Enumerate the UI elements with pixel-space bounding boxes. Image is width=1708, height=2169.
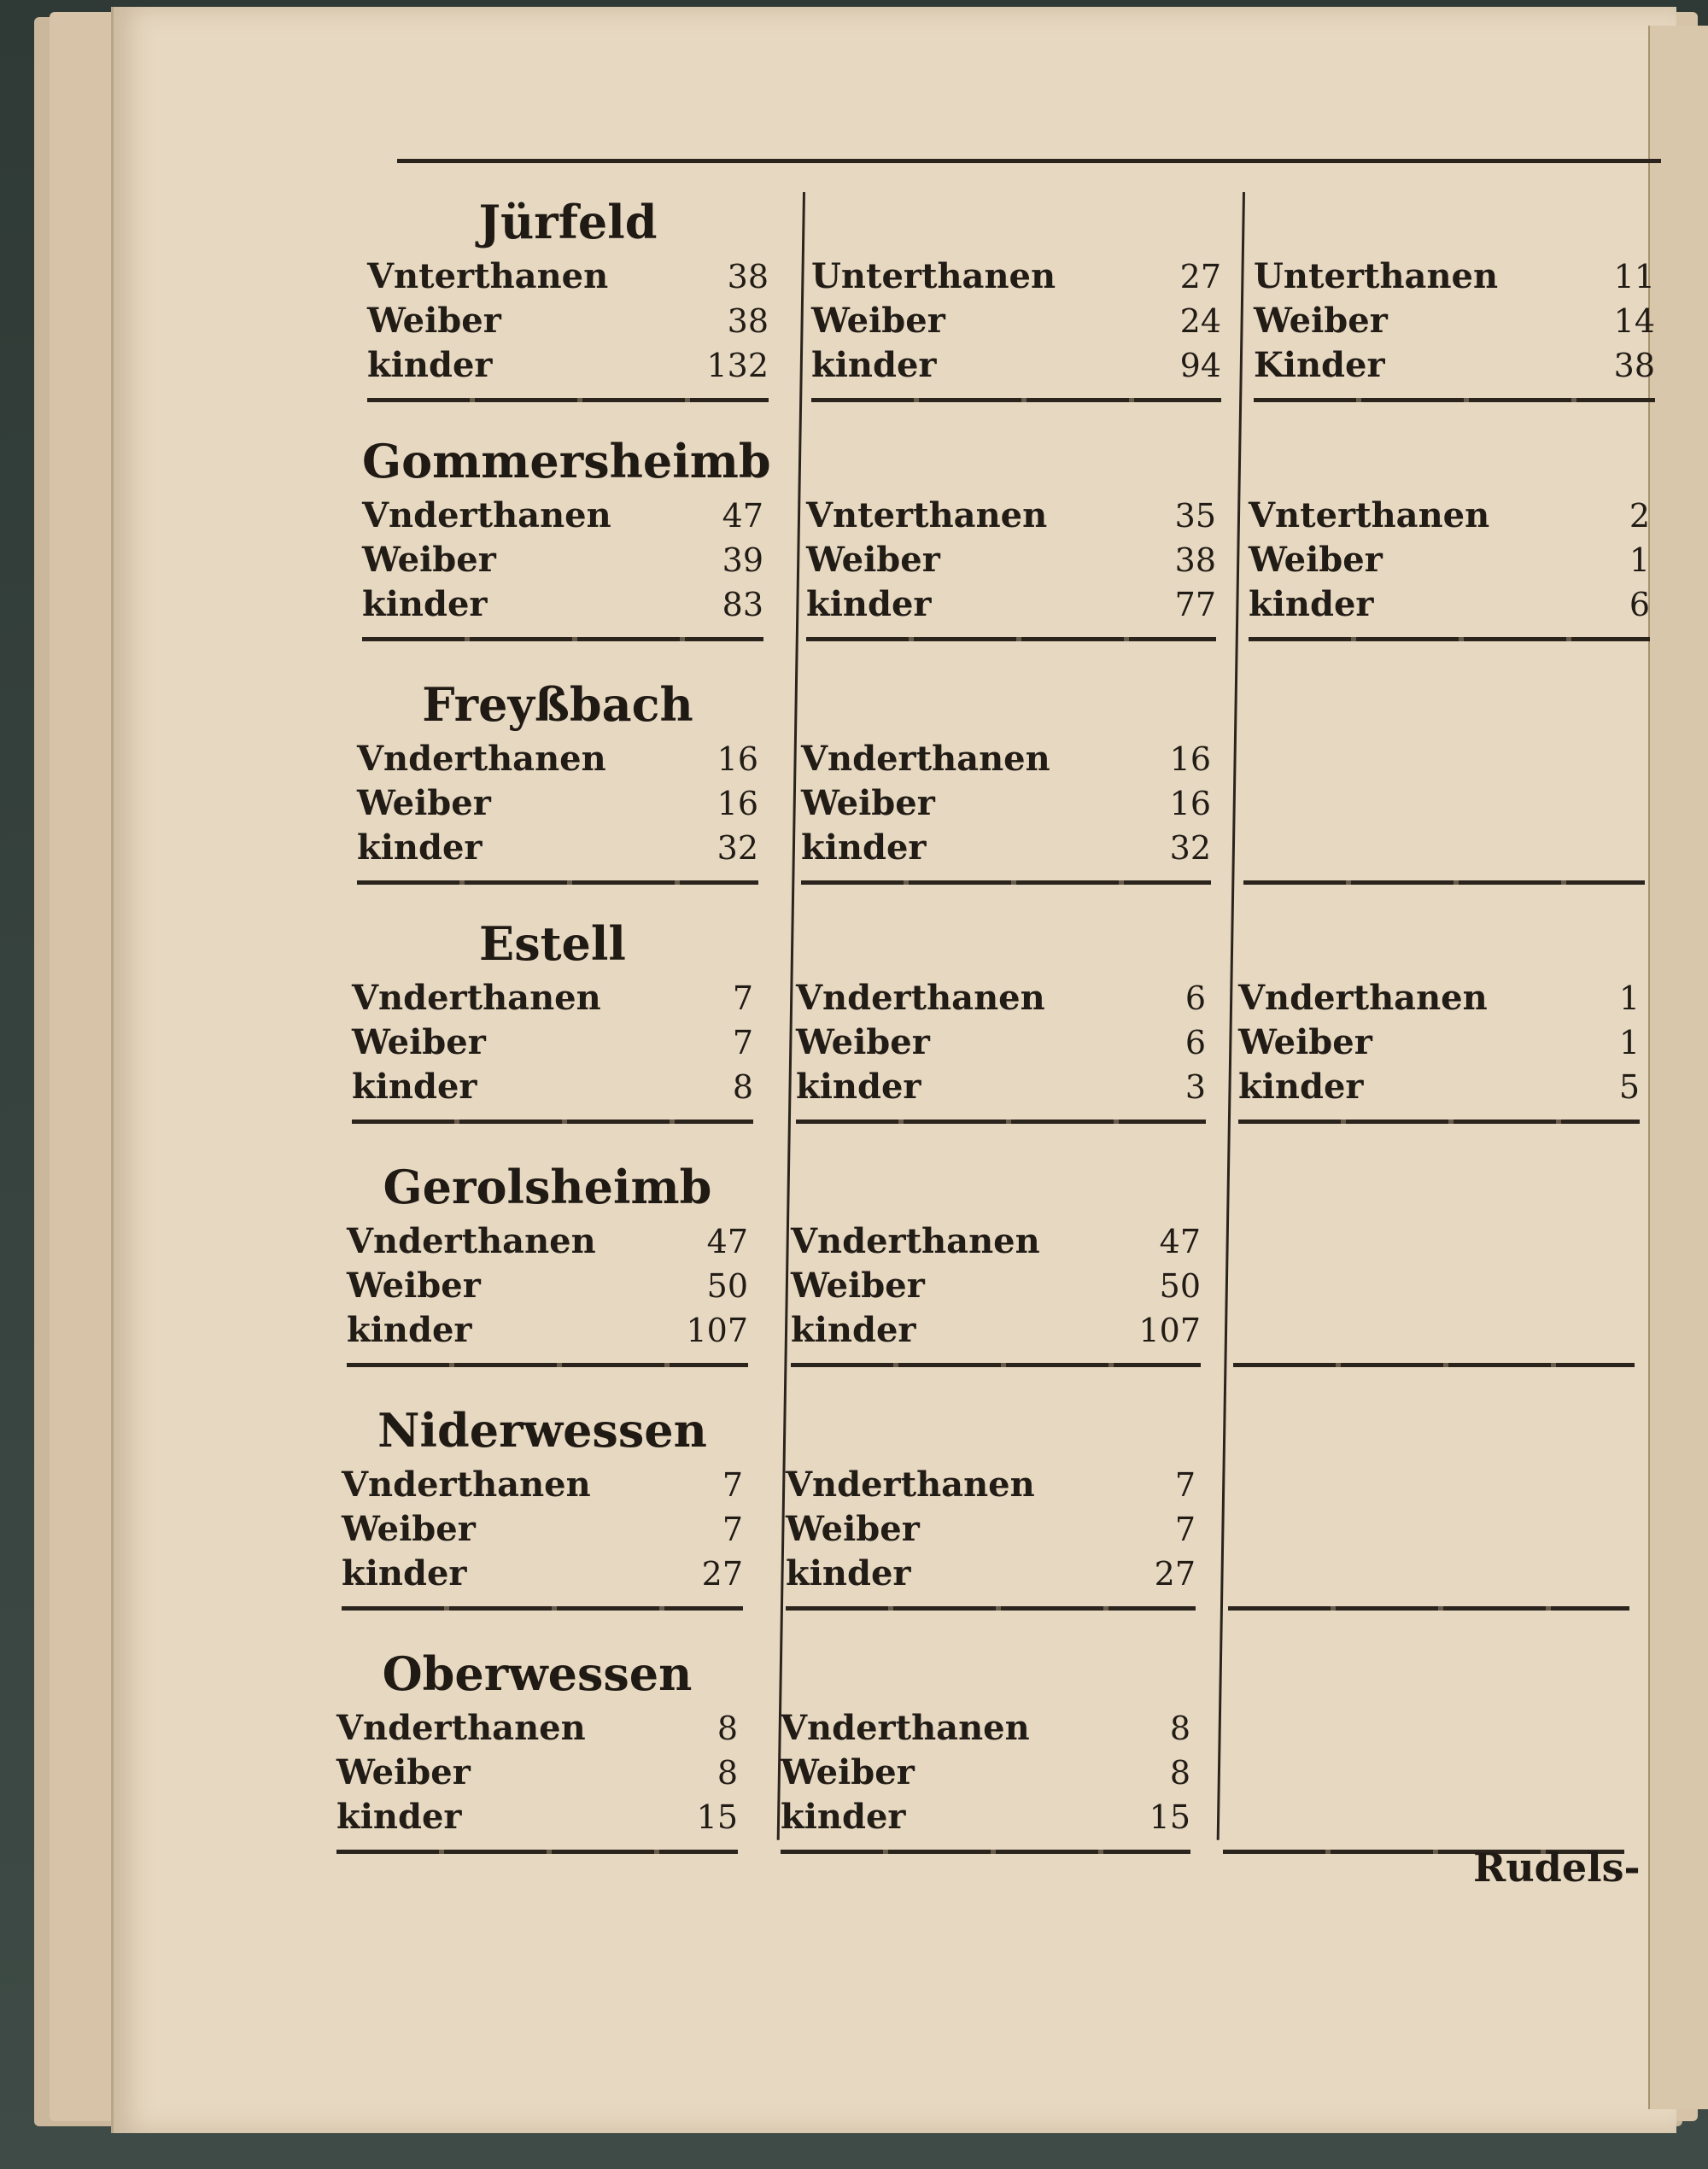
row-label: Weiber <box>362 540 496 580</box>
separator-rule <box>1238 1120 1640 1124</box>
row-value: 8 <box>732 1068 753 1106</box>
row-value: 14 <box>1613 302 1655 340</box>
row-value: 7 <box>722 1511 743 1548</box>
row-label: Vnderthanen <box>796 978 1045 1018</box>
row-value: 6 <box>1629 586 1650 623</box>
table-row <box>806 495 1216 540</box>
separator-rule <box>347 1363 748 1367</box>
town-name: Estell <box>479 916 626 971</box>
row-value: 32 <box>1169 829 1211 867</box>
row-label: Vnderthanen <box>801 739 1050 779</box>
separator-rule <box>336 1850 738 1854</box>
table-row <box>1238 978 1640 1022</box>
header-rule <box>397 159 1661 163</box>
row-label: Weiber <box>1238 1022 1372 1062</box>
row-label: Vnderthanen <box>791 1221 1040 1261</box>
row-label: Weiber <box>367 301 501 341</box>
row-value: 16 <box>717 740 758 778</box>
separator-rule <box>1233 1363 1635 1367</box>
table-row <box>1254 256 1655 301</box>
row-value: 24 <box>1179 302 1221 340</box>
town-name <box>1228 1396 1629 1465</box>
row-label: Weiber <box>342 1509 476 1549</box>
empty-space <box>1228 1465 1629 1598</box>
table-row <box>367 301 769 345</box>
town-name <box>801 670 1211 739</box>
town-name <box>1249 427 1650 495</box>
town-block <box>352 909 753 1124</box>
separator-rule <box>357 880 758 885</box>
row-value: 7 <box>1174 1466 1196 1504</box>
row-value: 47 <box>1159 1223 1201 1260</box>
town-block <box>786 1396 1196 1611</box>
town-name <box>781 1640 1190 1708</box>
row-value: 7 <box>722 1466 743 1504</box>
town-block <box>811 188 1221 402</box>
row-value: 107 <box>1138 1312 1201 1349</box>
row-label: kinder <box>1249 584 1374 624</box>
town-name: Jürfeld <box>478 195 658 249</box>
row-label: kinder <box>1238 1067 1364 1107</box>
row-label: Weiber <box>352 1022 486 1062</box>
table-row <box>336 1752 738 1797</box>
table-row <box>786 1553 1196 1598</box>
empty-space <box>1243 739 1645 872</box>
table-row <box>352 1022 753 1067</box>
row-value: 50 <box>1159 1267 1201 1305</box>
row-value: 8 <box>1169 1710 1190 1747</box>
row-label: Weiber <box>791 1266 925 1306</box>
row-label: kinder <box>342 1553 467 1593</box>
row-label: Weiber <box>1254 301 1388 341</box>
row-value: 7 <box>1174 1511 1196 1548</box>
row-label: Vnderthanen <box>1238 978 1488 1018</box>
row-label: kinder <box>367 345 493 385</box>
row-label: Kinder <box>1254 345 1385 385</box>
row-label: Vnterthanen <box>367 256 609 296</box>
town-name <box>796 909 1206 978</box>
row-label: Weiber <box>336 1752 471 1792</box>
table-row <box>342 1509 743 1553</box>
row-value: 38 <box>727 258 769 295</box>
town-name: Gommersheimb <box>362 434 771 488</box>
separator-rule <box>806 637 1216 641</box>
row-value: 11 <box>1613 258 1655 295</box>
table-row <box>357 827 758 872</box>
separator-rule <box>796 1120 1206 1124</box>
table-row <box>362 540 763 584</box>
table-row <box>1249 495 1650 540</box>
table-row <box>811 345 1221 389</box>
table-row <box>1238 1067 1640 1111</box>
table-row <box>796 978 1206 1022</box>
row-value: 2 <box>1629 497 1650 535</box>
row-label: kinder <box>781 1797 906 1837</box>
row-value: 8 <box>717 1754 738 1792</box>
town-name <box>791 1153 1201 1221</box>
separator-rule <box>786 1606 1196 1611</box>
row-value: 5 <box>1618 1068 1640 1106</box>
row-label: kinder <box>791 1310 916 1350</box>
table-row <box>781 1752 1190 1797</box>
row-value: 1 <box>1618 979 1640 1017</box>
row-label: Vnderthanen <box>362 495 611 535</box>
separator-rule <box>801 880 1211 885</box>
table-row <box>796 1067 1206 1111</box>
town-name: Freyßbach <box>422 677 693 732</box>
row-label: Weiber <box>796 1022 930 1062</box>
row-label: Unterthanen <box>811 256 1056 296</box>
town-block <box>1238 909 1640 1124</box>
table-row <box>796 1022 1206 1067</box>
row-value: 1 <box>1618 1024 1640 1061</box>
row-value: 38 <box>727 302 769 340</box>
row-label: Vnderthanen <box>336 1708 586 1748</box>
table-row <box>806 584 1216 628</box>
table-row <box>806 540 1216 584</box>
town-block <box>781 1640 1190 1854</box>
row-label: kinder <box>362 584 488 624</box>
row-value: 16 <box>1169 785 1211 822</box>
separator-rule <box>811 398 1221 402</box>
table-row <box>791 1221 1201 1266</box>
next-page-edge <box>1648 26 1708 2109</box>
town-block <box>801 670 1211 885</box>
town-block <box>336 1640 738 1854</box>
table-row <box>1249 584 1650 628</box>
separator-rule <box>367 398 769 402</box>
table-row <box>336 1708 738 1752</box>
row-label: kinder <box>352 1067 477 1107</box>
table-row <box>811 301 1221 345</box>
table-row <box>801 739 1211 783</box>
row-value: 107 <box>686 1312 748 1349</box>
separator-rule <box>1254 398 1655 402</box>
town-name <box>1238 909 1640 978</box>
table-row <box>791 1266 1201 1310</box>
separator-rule <box>362 637 763 641</box>
town-name <box>806 427 1216 495</box>
row-value: 94 <box>1179 347 1221 384</box>
table-row <box>347 1221 748 1266</box>
row-value: 77 <box>1174 586 1216 623</box>
row-label: Weiber <box>801 783 935 823</box>
row-label: Weiber <box>781 1752 915 1792</box>
row-value: 32 <box>717 829 758 867</box>
table-row <box>336 1797 738 1841</box>
row-label: Vnderthanen <box>786 1465 1035 1505</box>
row-label: kinder <box>801 827 927 868</box>
town-block <box>1249 427 1650 641</box>
separator-rule <box>791 1363 1201 1367</box>
row-label: kinder <box>806 584 932 624</box>
town-name: Oberwessen <box>382 1646 693 1701</box>
row-value: 47 <box>706 1223 748 1260</box>
table-row <box>781 1708 1190 1752</box>
town-block <box>1228 1396 1629 1611</box>
separator-rule <box>1243 880 1645 885</box>
separator-rule <box>781 1850 1190 1854</box>
row-value: 15 <box>1149 1798 1190 1836</box>
table-row <box>367 345 769 389</box>
row-label: kinder <box>786 1553 911 1593</box>
row-value: 1 <box>1629 541 1650 579</box>
table-row <box>352 978 753 1022</box>
row-value: 38 <box>1174 541 1216 579</box>
row-value: 27 <box>701 1555 743 1593</box>
table-row <box>801 783 1211 827</box>
table-row <box>362 495 763 540</box>
row-label: Weiber <box>806 540 940 580</box>
town-block <box>342 1396 743 1611</box>
row-value: 3 <box>1184 1068 1206 1106</box>
town-name <box>786 1396 1196 1465</box>
town-name: Niderwessen <box>377 1403 707 1458</box>
table-row <box>801 827 1211 872</box>
town-block <box>347 1153 748 1367</box>
town-block <box>791 1153 1201 1367</box>
row-label: kinder <box>796 1067 921 1107</box>
row-label: Weiber <box>1249 540 1383 580</box>
town-name <box>811 188 1221 256</box>
table-row <box>342 1465 743 1509</box>
town-name <box>1243 670 1645 739</box>
row-value: 83 <box>722 586 763 623</box>
row-label: Weiber <box>786 1509 920 1549</box>
row-value: 15 <box>696 1798 738 1836</box>
table-row <box>791 1310 1201 1354</box>
empty-space <box>1233 1221 1635 1354</box>
row-value: 8 <box>717 1710 738 1747</box>
town-block <box>1233 1153 1635 1367</box>
row-label: kinder <box>347 1310 472 1350</box>
row-label: Weiber <box>357 783 491 823</box>
row-value: 16 <box>717 785 758 822</box>
table-row <box>1254 301 1655 345</box>
row-label: Vnterthanen <box>806 495 1048 535</box>
row-label: kinder <box>336 1797 462 1837</box>
row-label: kinder <box>811 345 937 385</box>
row-label: Vnderthanen <box>781 1708 1030 1748</box>
table-row <box>342 1553 743 1598</box>
row-value: 27 <box>1154 1555 1196 1593</box>
separator-rule <box>1249 637 1650 641</box>
town-name <box>1223 1640 1624 1708</box>
table-row <box>352 1067 753 1111</box>
row-label: Weiber <box>347 1266 481 1306</box>
empty-space <box>1223 1708 1624 1841</box>
town-name <box>1254 188 1655 256</box>
town-block <box>1243 670 1645 885</box>
row-label: Vnderthanen <box>352 978 601 1018</box>
separator-rule <box>1228 1606 1629 1611</box>
row-value: 8 <box>1169 1754 1190 1792</box>
row-value: 39 <box>722 541 763 579</box>
row-value: 6 <box>1184 1024 1206 1061</box>
town-block <box>362 427 771 641</box>
row-value: 6 <box>1184 979 1206 1017</box>
table-row <box>1249 540 1650 584</box>
row-label: kinder <box>357 827 483 868</box>
town-block <box>1254 188 1655 402</box>
town-name: Gerolsheimb <box>383 1160 712 1214</box>
row-value: 47 <box>722 497 763 535</box>
row-label: Vnderthanen <box>347 1221 596 1261</box>
table-row <box>781 1797 1190 1841</box>
town-block <box>367 188 769 402</box>
catchword: Rudels- <box>1473 1845 1641 1891</box>
town-name <box>1233 1153 1635 1221</box>
table-row <box>357 783 758 827</box>
town-block <box>806 427 1216 641</box>
table-row <box>347 1310 748 1354</box>
table-row <box>1238 1022 1640 1067</box>
table-row <box>357 739 758 783</box>
table-row <box>786 1465 1196 1509</box>
table-row <box>362 584 763 628</box>
separator-rule <box>352 1120 753 1124</box>
table-row <box>1254 345 1655 389</box>
row-value: 7 <box>732 979 753 1017</box>
town-block <box>796 909 1206 1124</box>
separator-rule <box>342 1606 743 1611</box>
row-value: 27 <box>1179 258 1221 295</box>
town-block <box>1223 1640 1624 1854</box>
row-value: 35 <box>1174 497 1216 535</box>
table-row <box>367 256 769 301</box>
row-value: 7 <box>732 1024 753 1061</box>
row-value: 132 <box>706 347 769 384</box>
row-value: 16 <box>1169 740 1211 778</box>
row-value: 38 <box>1613 347 1655 384</box>
row-label: Weiber <box>811 301 945 341</box>
row-label: Vnderthanen <box>342 1465 591 1505</box>
town-block <box>357 670 758 885</box>
table-row <box>347 1266 748 1310</box>
row-label: Vnderthanen <box>357 739 606 779</box>
table-row <box>811 256 1221 301</box>
table-row <box>786 1509 1196 1553</box>
row-value: 50 <box>706 1267 748 1305</box>
row-label: Vnterthanen <box>1249 495 1490 535</box>
row-label: Unterthanen <box>1254 256 1499 296</box>
